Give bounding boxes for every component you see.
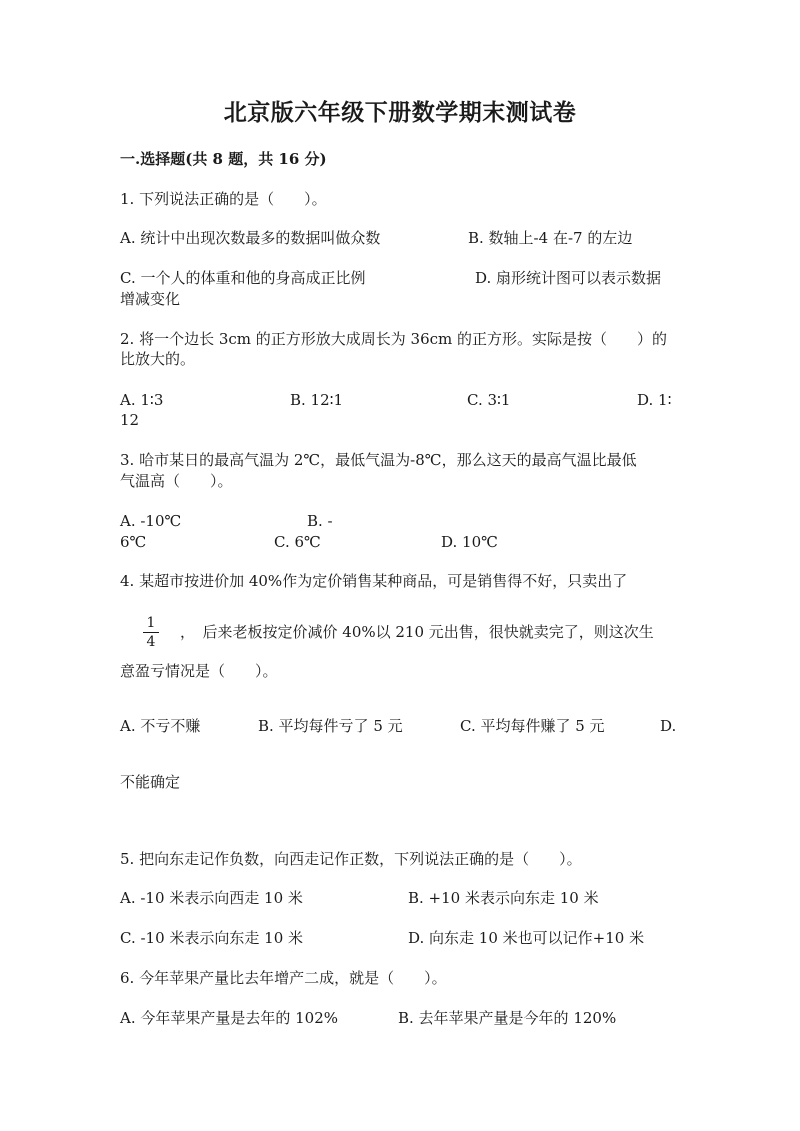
option-a: A. 今年苹果产量是去年的 102% [120, 1009, 339, 1027]
fraction-bar [143, 632, 159, 633]
option-b: B. 平均每件亏了 5 元 [258, 717, 403, 735]
option-d: D. 扇形统计图可以表示数据 [475, 269, 662, 287]
question-stem: 5. 把向东走记作负数，向西走记作正数，下列说法正确的是（ ）。 [120, 850, 582, 868]
option-b: B. - [307, 512, 333, 530]
question-stem-continuation: 气温高（ ）。 [120, 472, 233, 490]
option-b: B. 去年苹果产量是今年的 120% [398, 1009, 617, 1027]
question-stem-continuation: ， 后来老板按定价减价 40%以 210 元出售，很快就卖完了，则这次生 [180, 623, 654, 641]
question-stem-continuation: 意盈亏情况是（ ）。 [120, 662, 278, 680]
option-c: C. 平均每件赚了 5 元 [460, 717, 605, 735]
option-c: C. 一个人的体重和他的身高成正比例 [120, 269, 366, 287]
option-d: D. 向东走 10 米也可以记作+10 米 [408, 929, 645, 947]
option-c: C. -10 米表示向东走 10 米 [120, 929, 304, 947]
fraction-denominator: 4 [146, 634, 156, 650]
option-a: A. 统计中出现次数最多的数据叫做众数 [120, 229, 381, 247]
question-stem: 2. 将一个边长 3cm 的正方形放大成周长为 36cm 的正方形。实际是按（ ）的 [120, 330, 668, 348]
option-d-continuation: 不能确定 [120, 773, 181, 791]
option-b: B. 数轴上-4 在-7 的左边 [468, 229, 633, 247]
question-stem-continuation: 比放大的。 [120, 350, 196, 368]
option-b: B. 12∶1 [290, 391, 344, 409]
question-stem: 6. 今年苹果产量比去年增产二成，就是（ ）。 [120, 969, 447, 987]
option-b-continuation: 6℃ [120, 533, 147, 551]
option-a: A. -10 米表示向西走 10 米 [120, 889, 303, 907]
question-stem: 4. 某超市按进价加 40%作为定价销售某种商品，可是销售得不好，只卖出了 [120, 572, 628, 590]
fraction-numerator: 1 [146, 615, 156, 631]
section-heading: 一.选择题(共 8 题，共 16 分) [120, 150, 327, 168]
question-stem: 1. 下列说法正确的是（ ）。 [120, 190, 327, 208]
option-c: C. 3∶1 [467, 391, 511, 409]
option-d-continuation: 增减变化 [120, 290, 181, 308]
fraction-one-quarter [140, 615, 162, 650]
option-c: C. 6℃ [274, 533, 321, 551]
question-stem: 3. 哈市某日的最高气温为 2℃，最低气温为-8℃，那么这天的最高气温比最低 [120, 451, 637, 469]
option-d: D. [660, 717, 677, 735]
option-a: A. -10℃ [120, 512, 182, 530]
option-d: D. 10℃ [441, 533, 498, 551]
page-title: 北京版六年级下册数学期末测试卷 [223, 99, 577, 126]
option-b: B. +10 米表示向东走 10 米 [408, 889, 599, 907]
option-d-continuation: 12 [120, 411, 140, 429]
option-a: A. 不亏不赚 [120, 717, 201, 735]
option-a: A. 1∶3 [120, 391, 164, 409]
option-d: D. 1∶ [637, 391, 672, 409]
